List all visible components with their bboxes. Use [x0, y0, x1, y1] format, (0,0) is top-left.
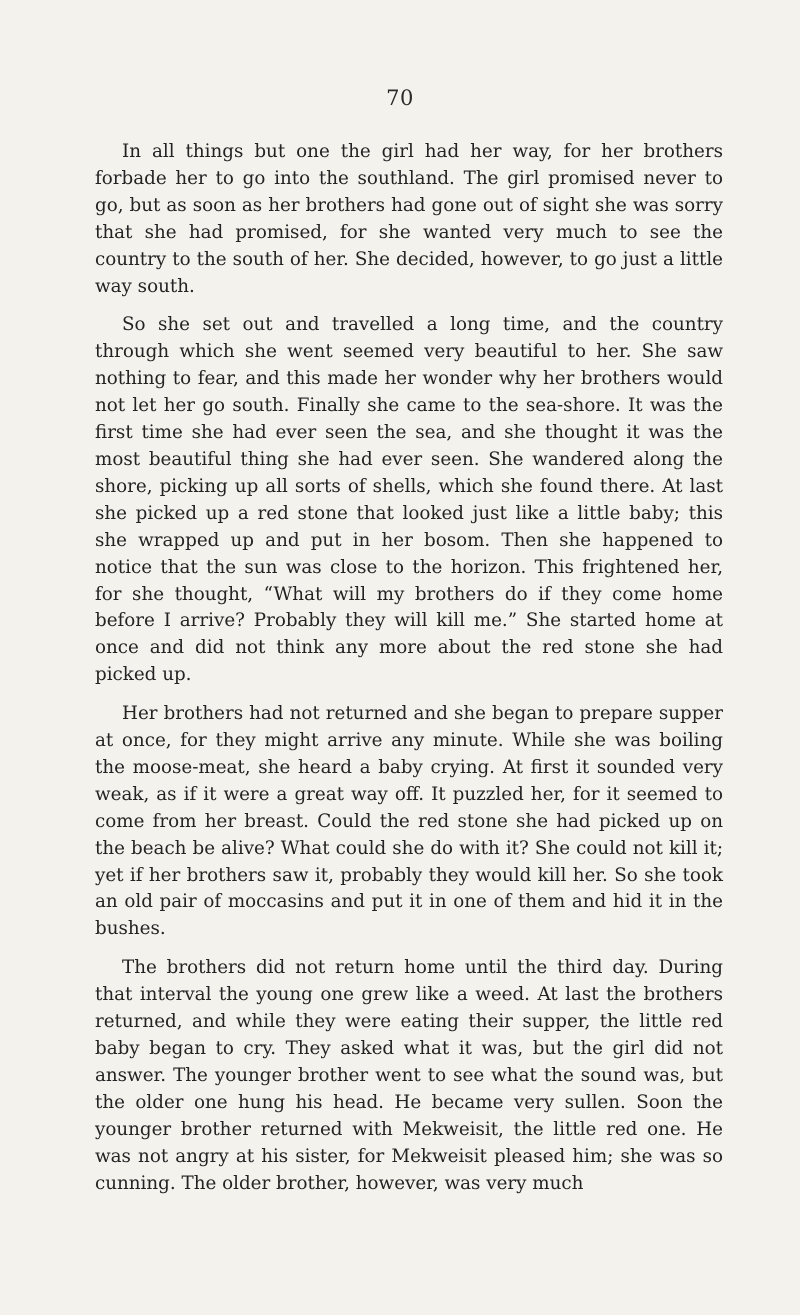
- paragraph-2: So she set out and travelled a long time, and the country through which she went seemed very beautiful to her. She saw nothing to fear, and this made her wonder why her brothers would not let her go south. Finally she came to the sea-shore. It was the first time she had ever seen the sea, and she thought it was the most beautiful thing she had ever seen. She wandered along the shore, picking up all sorts of shells, which she found there. At last she picked up a red stone that looked just like a little baby; this she wrapped up and put in her bosom. Then she happened to notice that the sun was close to the horizon. This frightened her, for she thought, “What will my brothers do if they come home before I arrive? Probably they will kill me.” She started home at once and did not think any more about the red stone she had picked up.: [95, 314, 723, 686]
- paragraph-4: The brothers did not return home until the third day. During that interval the young one grew like a weed. At last the brothers returned, and while they were eating their supper, the little red baby began to cry. They asked what it was, but the girl did not answer. The younger brother went to see what the sound was, but the older one hung his head. He became very sullen. Soon the younger brother returned with Mekweisit, the little red one. He was not angry at his sister, for Mekweisit pleased him; she was so cunning. The older brother, however, was very much: [95, 957, 723, 1194]
- paragraph-3: Her brothers had not returned and she began to prepare supper at once, for they might arrive any minute. While she was boiling the moose-meat, she heard a baby crying. At first it sounded very weak, as if it were a great way off. It puzzled her, for it seemed to come from her breast. Could the red stone she had picked up on the beach be alive? What could she do with it? She could not kill it; yet if her brothers saw it, probably they would kill her. So she took an old pair of moccasins and put it in one of them and hid it in the bushes.: [95, 703, 723, 940]
- page-body: [95, 139, 723, 1197]
- page-number: 70: [386, 86, 414, 110]
- paragraph-1: In all things but one the girl had her way, for her brothers forbade her to go into the southland. The girl promised never to go, but as soon as her brothers had gone out of sight she was sorry that she had promised, for she wanted very much to see the country to the south of her. She decided, however, to go just a little way south.: [95, 141, 723, 297]
